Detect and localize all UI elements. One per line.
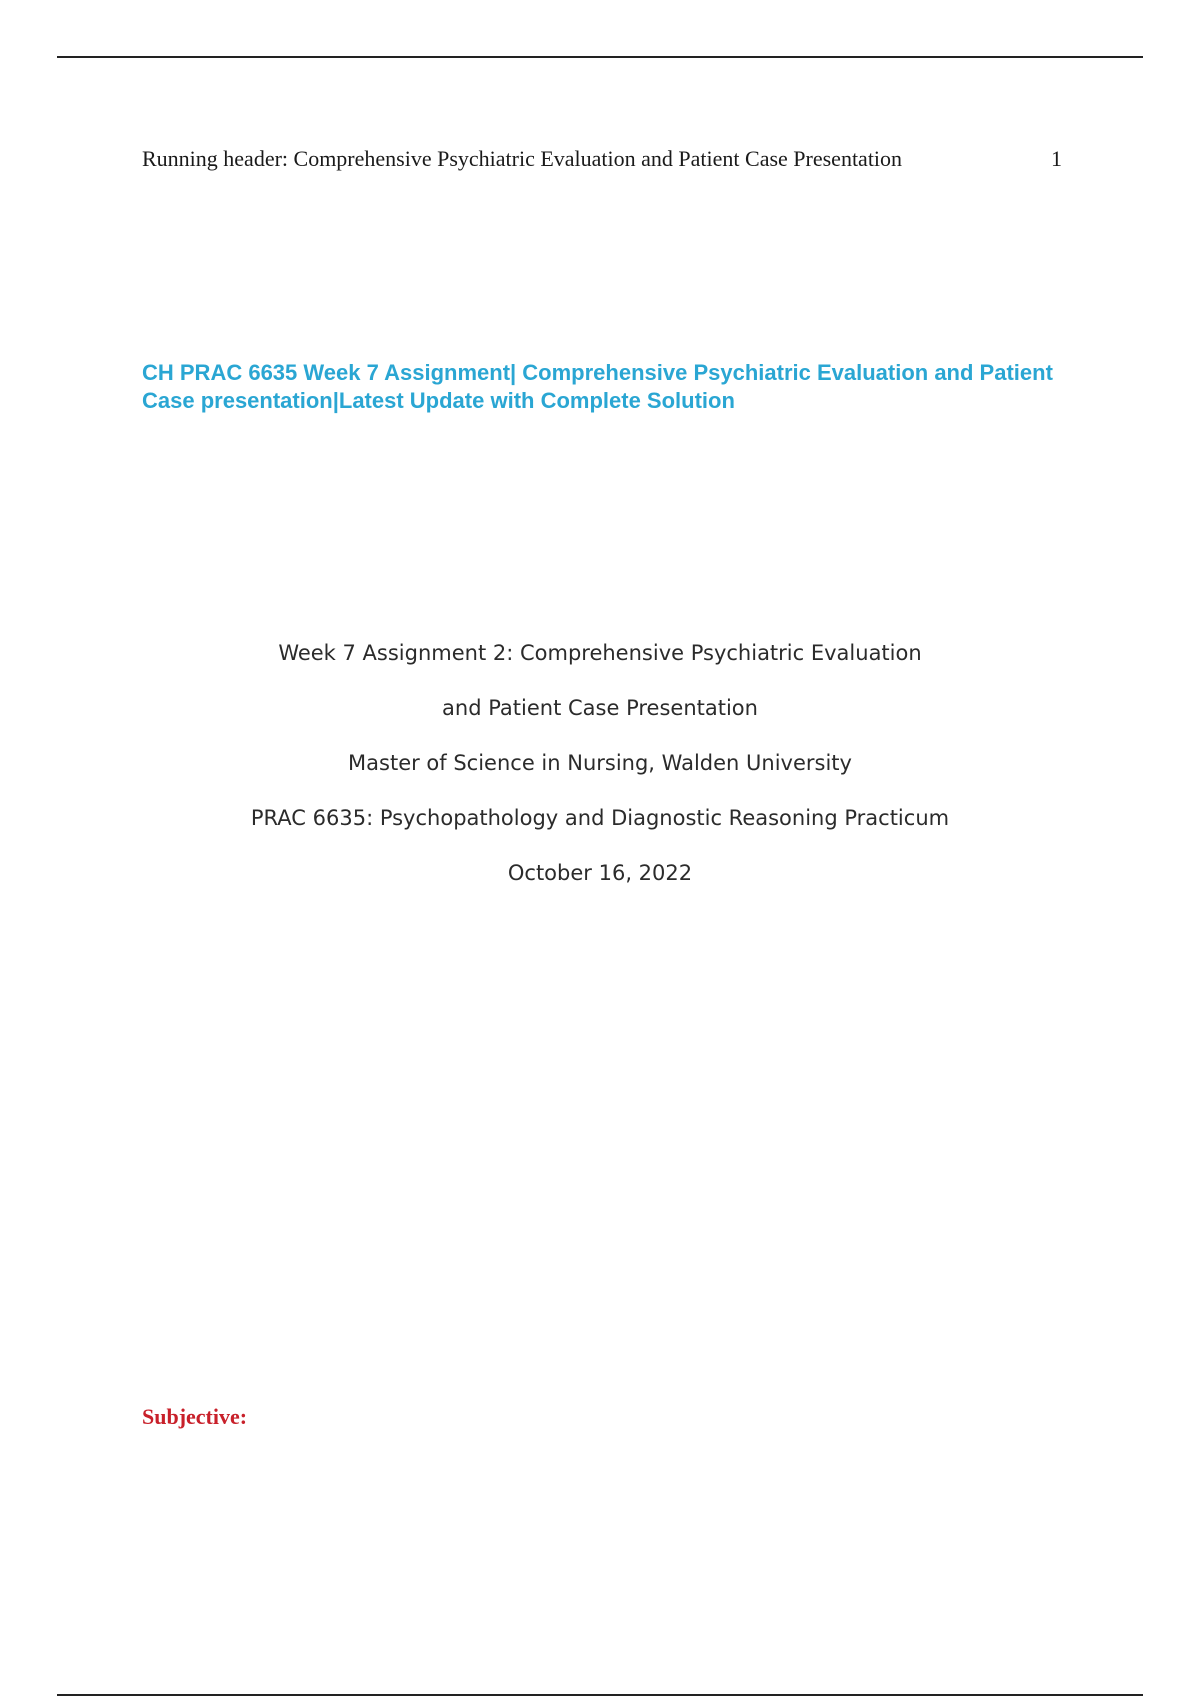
course-line: PRAC 6635: Psychopathology and Diagnostic Reasoning Practicum (250, 806, 950, 830)
assignment-title-line-2: and Patient Case Presentation (442, 696, 758, 720)
program-line: Master of Science in Nursing, Walden University (348, 751, 852, 775)
running-header (142, 146, 1062, 176)
subjective-heading: Subjective: (142, 1404, 248, 1429)
top-rule (57, 56, 1143, 58)
document-title: CH PRAC 6635 Week 7 Assignment| Comprehensive Psychiatric Evaluation and Patient Case presentation|Latest Update with Complete Solution (142, 360, 1053, 413)
assignment-title-line-1: Week 7 Assignment 2: Comprehensive Psychiatric Evaluation (278, 641, 922, 665)
running-header-text: Running header: Comprehensive Psychiatric Evaluation and Patient Case Presentation (142, 146, 903, 171)
date-line: October 16, 2022 (507, 861, 693, 885)
bottom-rule (57, 1694, 1143, 1696)
title-block (0, 636, 1200, 911)
page-number: 1 (1051, 146, 1062, 171)
